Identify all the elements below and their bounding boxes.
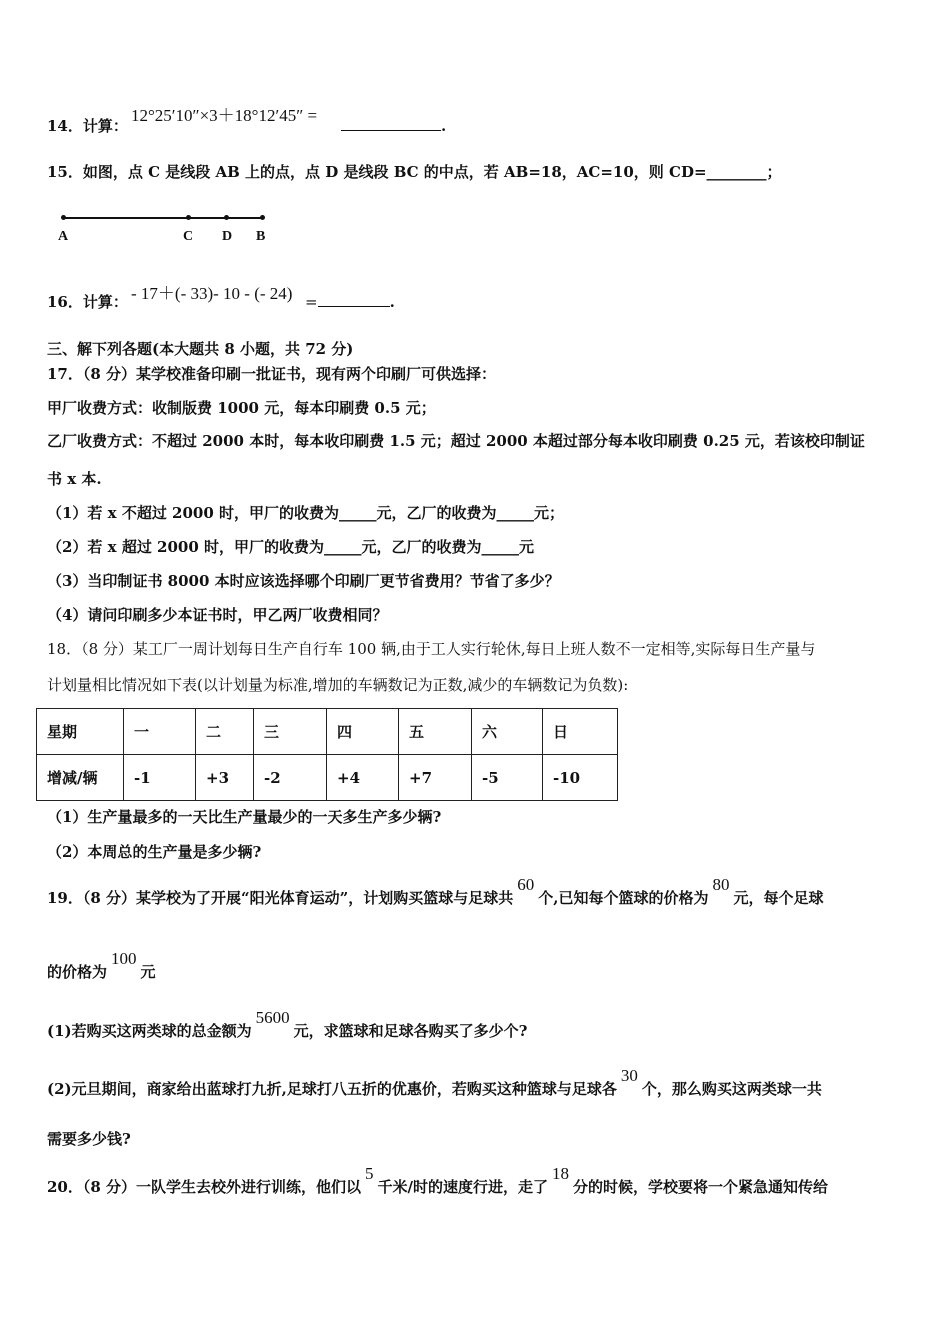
table-cell: 六: [472, 709, 543, 755]
q18-line: 计划量相比情况如下表(以计划量为标准,增加的车辆数记为正数,减少的车辆数记为负数):: [47, 676, 629, 694]
point-a: A: [58, 229, 69, 244]
table-cell: 一: [124, 709, 196, 755]
table-cell: 五: [399, 709, 472, 755]
q19-line5: 需要多少钱?: [47, 1130, 131, 1148]
q17-line: 甲厂收费方式：收制版费 1000 元，每本印刷费 0.5 元；: [47, 399, 436, 417]
q16-formula: - 17＋(- 33)- 10 - (- 24): [131, 284, 293, 303]
table-cell: 日: [543, 709, 618, 755]
q17-line: （1）若 x 不超过 2000 时，甲厂的收费为_____元，乙厂的收费为_____元；: [47, 504, 565, 522]
q17-line: 书 x 本.: [47, 470, 102, 488]
table-cell: 三: [254, 709, 327, 755]
q18-sub: （1）生产量最多的一天比生产量最少的一天多生产多少辆?: [47, 808, 442, 826]
point-b: B: [256, 229, 266, 244]
table-cell: 星期: [37, 709, 124, 755]
q17-line: 乙厂收费方式：不超过 2000 本时，每本收印刷费 1.5 元；超过 2000 本超过部分每本收印刷费 0.25 元，若该校印制证: [47, 432, 865, 450]
q20-line1: 20．（8 分）一队学生去校外进行训练，他们以5千米/时的速度行进，走了18分的时候，学校要将一个紧急通知传给: [47, 1164, 829, 1196]
q17-line: （2）若 x 超过 2000 时，甲厂的收费为_____元，乙厂的收费为_____元: [47, 538, 535, 556]
point-c: C: [183, 229, 194, 244]
q17-line: （4）请问印刷多少本证书时，甲乙两厂收费相同？: [47, 606, 388, 624]
table-cell: +4: [327, 755, 399, 801]
table-row: [37, 755, 618, 801]
production-table: [36, 708, 618, 801]
table-cell: -10: [543, 755, 618, 801]
q16-label: 16．计算：: [47, 293, 128, 311]
q19-line2: 的价格为100元: [47, 949, 156, 981]
table-cell: 四: [327, 709, 399, 755]
q17-line: 17．（8 分）某学校准备印刷一批证书，现有两个印刷厂可供选择：: [47, 365, 497, 383]
table-cell: +7: [399, 755, 472, 801]
table-row: [37, 709, 618, 755]
q18-sub: （2）本周总的生产量是多少辆?: [47, 843, 262, 861]
q19-line3: (1)若购买这两类球的总金额为5600元，求篮球和足球各购买了多少个?: [47, 1008, 528, 1040]
q14: [47, 116, 128, 136]
section-3-heading: 三、解下列各题(本大题共 8 小题，共 72 分): [47, 340, 354, 358]
table-cell: +3: [196, 755, 254, 801]
q14-answer-blank: .: [341, 116, 446, 136]
q14-formula: 12°25′10″×3＋18°12′45″ =: [131, 106, 318, 125]
table-cell: 二: [196, 709, 254, 755]
q17-line: （3）当印制证书 8000 本时应该选择哪个印刷厂更节省费用？节省了多少？: [47, 572, 560, 590]
q18-line: 18．（8 分）某工厂一周计划每日生产自行车 100 辆,由于工人实行轮休,每日上班人数不一定相等,实际每日生产量与: [47, 640, 816, 658]
table-cell: -2: [254, 755, 327, 801]
table-cell: -5: [472, 755, 543, 801]
table-cell: -1: [124, 755, 196, 801]
q16-answer-blank: = .: [305, 293, 395, 311]
q14-label: 14．计算：: [47, 117, 128, 135]
q19-line4: (2)元旦期间，商家给出蓝球打九折,足球打八五折的优惠价，若购买这种篮球与足球各30个，那么购买这两类球一共: [47, 1066, 822, 1098]
point-d: D: [222, 229, 233, 244]
table-cell: 增减/辆: [37, 755, 124, 801]
q19-line1: 19．（8 分）某学校为了开展“阳光体育运动”，计划购买篮球与足球共60个,已知每个篮球的价格为80元，每个足球: [47, 875, 824, 907]
q15-text: 15．如图，点 C 是线段 AB 上的点，点 D 是线段 BC 的中点，若 AB=18，AC=10，则 CD=________；: [47, 163, 782, 181]
